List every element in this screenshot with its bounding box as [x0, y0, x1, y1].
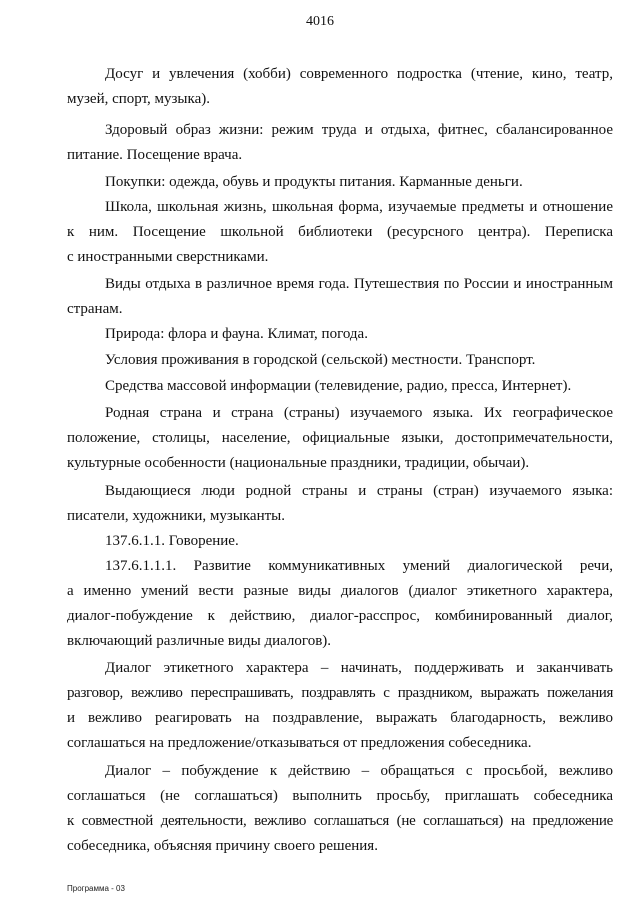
- paragraph-line: Покупки: одежда, обувь и продукты питания. Карманные деньги.: [105, 174, 523, 190]
- paragraph-nature: [67, 322, 613, 347]
- paragraph-shopping: [67, 170, 613, 195]
- paragraph-line: Здоровый образ жизни: режим труда и отдыха, фитнес, сбалансированное: [105, 122, 613, 138]
- paragraph-famous-people: [67, 479, 613, 529]
- paragraph-line: собеседника, объясняя причину своего решения.: [67, 838, 378, 854]
- paragraph-healthy-lifestyle: [67, 118, 613, 168]
- paragraph-line: писатели, художники, музыканты.: [67, 508, 285, 524]
- paragraph-line: Средства массовой информации (телевидение, радио, пресса, Интернет).: [105, 378, 572, 394]
- paragraph-line: Условия проживания в городской (сельской) местности. Транспорт.: [105, 352, 536, 368]
- paragraph-school: [67, 195, 613, 270]
- section-heading-speaking: [67, 529, 613, 554]
- paragraph-line: Природа: флора и фауна. Климат, погода.: [105, 326, 368, 342]
- footer-program-label: Программа - 03: [67, 884, 125, 893]
- paragraph-line: соглашаться (не соглашаться) выполнить просьбу, приглашать собеседника: [67, 788, 613, 804]
- paragraph-line: Школа, школьная жизнь, школьная форма, изучаемые предметы и отношение: [105, 199, 613, 215]
- paragraph-line: и вежливо реагировать на поздравление, выражать благодарность, вежливо: [67, 710, 613, 726]
- paragraph-line: странам.: [67, 301, 123, 317]
- paragraph-line: питание. Посещение врача.: [67, 147, 243, 163]
- paragraph-line: Выдающиеся люди родной страны и страны (стран) изучаемого языка:: [105, 483, 613, 499]
- paragraph-line: разговор, вежливо переспрашивать, поздравлять с праздником, выражать пожелания: [67, 685, 613, 701]
- paragraph-line: Диалог этикетного характера – начинать, поддерживать и заканчивать: [105, 660, 613, 676]
- paragraph-line: Виды отдыха в различное время года. Путешествия по России и иностранным: [105, 276, 613, 292]
- paragraph-line: положение, столицы, население, официальные языки, достопримечательности,: [67, 430, 613, 446]
- paragraph-countries: [67, 401, 613, 476]
- paragraph-line: Родная страна и страна (страны) изучаемого языка. Их географическое: [105, 405, 613, 421]
- paragraph-line: с иностранными сверстниками.: [67, 249, 269, 265]
- paragraph-leisure-travel: [67, 272, 613, 322]
- paragraph-line: соглашаться на предложение/отказываться от предложения собеседника.: [67, 735, 532, 751]
- paragraph-etiquette-dialogue: [67, 656, 613, 756]
- paragraph-dialogue-skills: [67, 554, 613, 654]
- paragraph-line: включающий различные виды диалогов).: [67, 633, 332, 649]
- paragraph-line: 137.6.1.1. Говорение.: [105, 533, 239, 549]
- paragraph-line: диалог-побуждение к действию, диалог-расспрос, комбинированный диалог,: [67, 608, 613, 624]
- paragraph-mass-media: [67, 374, 613, 399]
- paragraph-line: Диалог – побуждение к действию – обращаться с просьбой, вежливо: [105, 763, 613, 779]
- paragraph-line: 137.6.1.1.1. Развитие коммуникативных умений диалогической речи,: [105, 558, 613, 574]
- paragraph-line: а именно умений вести разные виды диалогов (диалог этикетного характера,: [67, 583, 613, 599]
- paragraph-hobbies: [67, 62, 613, 112]
- paragraph-line: к совместной деятельности, вежливо соглашаться (не соглашаться) на предложение: [67, 813, 613, 829]
- paragraph-line: музей, спорт, музыка).: [67, 91, 210, 107]
- paragraph-call-to-action-dialogue: [67, 759, 613, 859]
- paragraph-living-conditions: [67, 348, 613, 373]
- paragraph-line: Досуг и увлечения (хобби) современного подростка (чтение, кино, театр,: [105, 66, 613, 82]
- paragraph-line: к ним. Посещение школьной библиотеки (ресурсного центра). Переписка: [67, 224, 613, 240]
- paragraph-line: культурные особенности (национальные праздники, традиции, обычаи).: [67, 455, 530, 471]
- page-number: 4016: [306, 14, 334, 29]
